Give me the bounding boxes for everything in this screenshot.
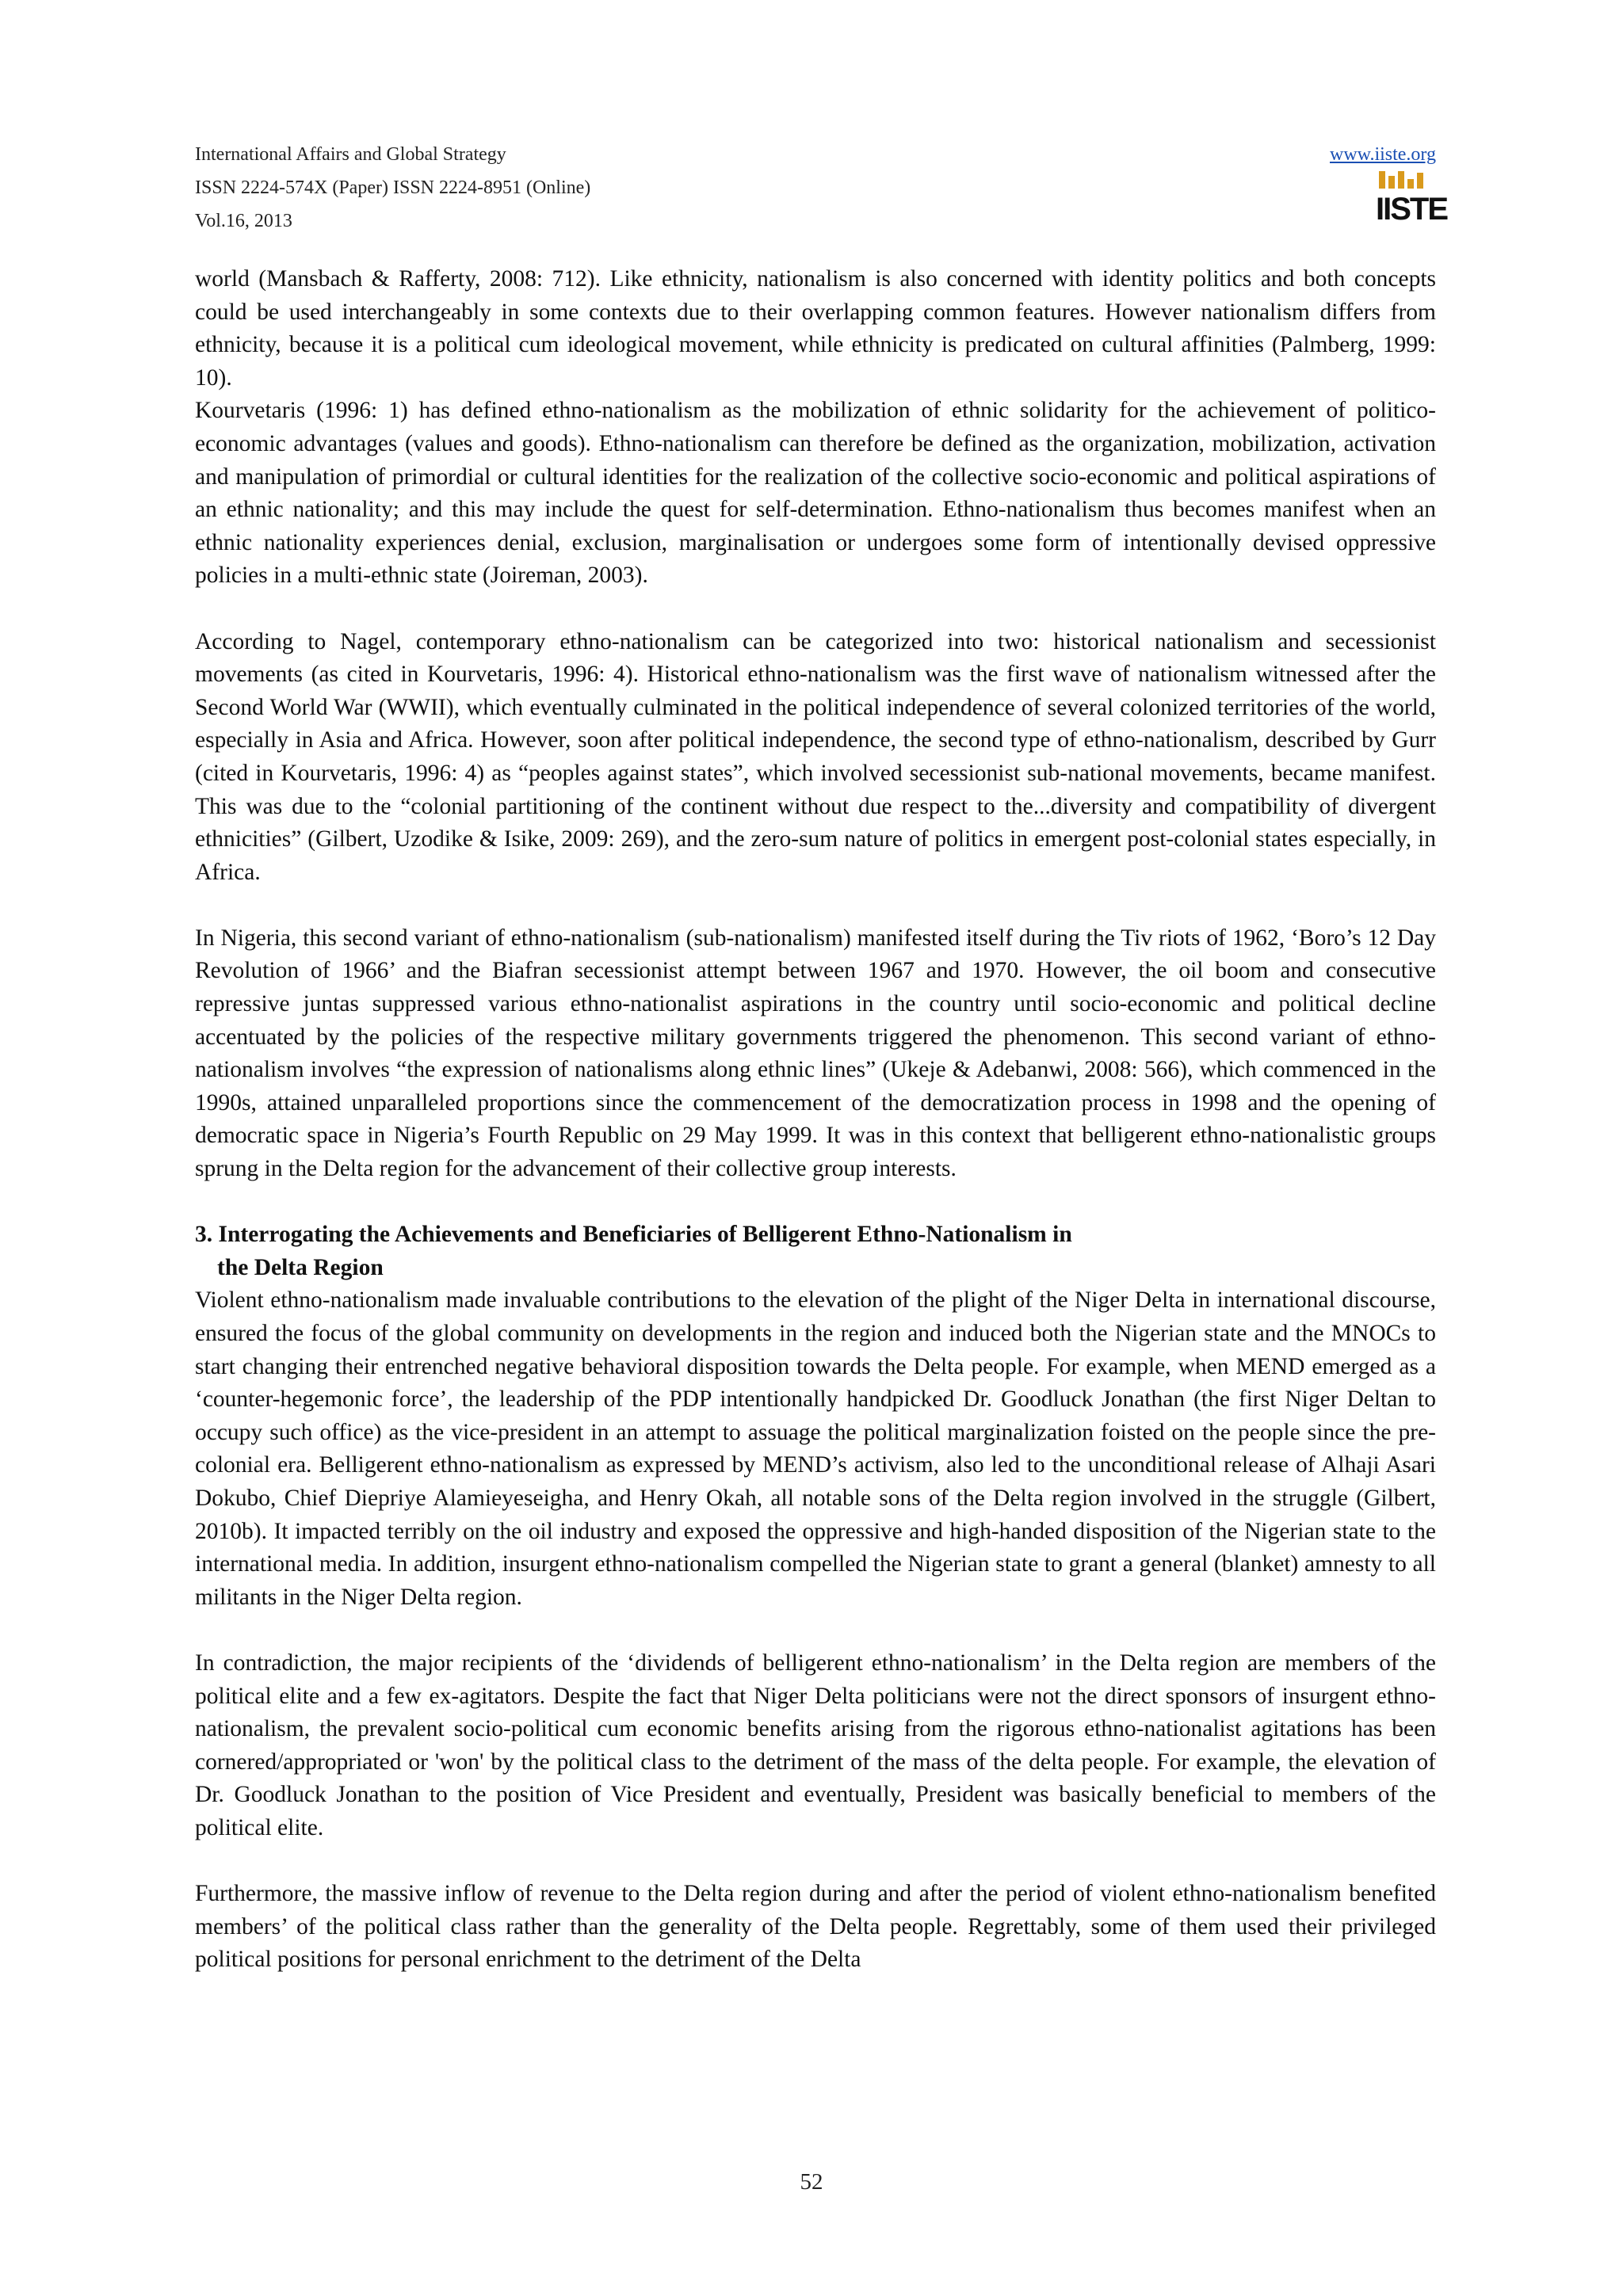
journal-title: International Affairs and Global Strategy — [195, 144, 506, 165]
journal-website-link[interactable]: www.iiste.org — [1330, 144, 1436, 165]
logo-text: IISTE — [1376, 192, 1448, 227]
journal-volume: Vol.16, 2013 — [195, 211, 292, 231]
section-heading-line1: 3. Interrogating the Achievements and Beneficiaries of Belligerent Ethno-Nationalism in — [195, 1222, 1072, 1248]
page-header — [195, 138, 1448, 241]
journal-issn: ISSN 2224-574X (Paper) ISSN 2224-8951 (Online) — [195, 177, 591, 198]
paragraph: According to Nagel, contemporary ethno-nationalism can be categorized into two: historical nationalism and secessionist movements (as cited in Kourvetaris, 1996: 4). Historical ethno-nationalism was the first wave of nationalism witnessed after the Second World War (WWII), which eventually culminated in the political independence of several colonized territories of the world, especially in Asia and Africa. However, soon after political independence, the second type of ethno-nationalism, described by Gurr (cited in Kourvetaris, 1996: 4) as “peoples against states”, which involved secessionist sub-national movements, became manifest. This was due to the “colonial partitioning of the continent without due respect to the...diversity and compatibility of divergent ethnicities” (Gilbert, Uzodike & Isike, 2009: 269), and the zero-sum nature of politics in emergent post-colonial states especially, in Africa. — [195, 628, 1436, 885]
paragraph: In Nigeria, this second variant of ethno-nationalism (sub-nationalism) manifested itself during the Tiv riots of 1962, ‘Boro’s 12 Day Revolution of 1966’ and the Biafran secessionist attempt between 1967 and 1970. However, the oil boom and consecutive repressive juntas suppressed various ethno-nationalist aspirations in the country until socio-economic and political decline accentuated by the policies of the respective military governments triggered the phenomenon. This second variant of ethno-nationalism involves “the expression of nationalisms along ethnic lines” (Ukeje & Adebanwi, 2008: 566), which commenced in the 1990s, attained unparalleled proportions since the commencement of the democratization process in 1998 and the opening of democratic space in Nigeria’s Fourth Republic on 29 May 1999. It was in this context that belligerent ethno-nationalistic groups sprung in the Delta region for the advancement of their collective group interests. — [195, 925, 1436, 1182]
paragraph: Violent ethno-nationalism made invaluable contributions to the elevation of the plight of the Niger Delta in international discourse, ensured the focus of the global community on developments in the region and induced both the Nigerian state and the MNOCs to start changing their entrenched negative behavioral disposition towards the Delta people. For example, when MEND emerged as a ‘counter-hegemonic force’, the leadership of the PDP intentionally handpicked Dr. Goodluck Jonathan (the first Niger Deltan to occupy such office) as the vice-president in an attempt to assuage the political marginalization foisted on the people since the pre-colonial era. Belligerent ethno-nationalism as expressed by MEND’s activism, also led to the unconditional release of Alhaji Asari Dokubo, Chief Diepriye Alamieyeseigha, and Henry Okah, all notable sons of the Delta region involved in the struggle (Gilbert, 2010b). It impacted terribly on the oil industry and exposed the oppressive and high-handed disposition of the Nigerian state to the international media. In addition, insurgent ethno-nationalism compelled the Nigerian state to grant a general (blanket) amnesty to all militants in the Niger Delta region. — [195, 1287, 1436, 1610]
paragraph: Kourvetaris (1996: 1) has defined ethno-nationalism as the mobilization of ethnic solidarity for the achievement of politico-economic advantages (values and goods). Ethno-nationalism can therefore be defined as the organization, mobilization, activation and manipulation of primordial or cultural identities for the realization of the collective socio-economic and political aspirations of an ethnic nationality; and this may include the quest for self-determination. Ethno-nationalism thus becomes manifest when an ethnic nationality experiences denial, exclusion, marginalisation or undergoes some form of intentionally devised oppressive policies in a multi-ethnic state (Joireman, 2003). — [195, 398, 1436, 589]
page-number: 52 — [800, 2169, 823, 2195]
journal-info — [195, 138, 590, 238]
iiste-logo-icon — [1376, 171, 1448, 230]
paragraph: In contradiction, the major recipients of the ‘dividends of belligerent ethno-nationalism’ in the Delta region are members of the political elite and a few ex-agitators. Despite the fact that Niger Delta politicians were not the direct sponsors of insurgent ethno-nationalism, the prevalent socio-political cum economic benefits arising from the rigorous ethno-nationalist agitations has been cornered/appropriated or 'won' by the political class to the detriment of the mass of the delta people. For example, the elevation of Dr. Goodluck Jonathan to the position of Vice President and eventually, President was basically beneficial to members of the political elite. — [195, 1650, 1436, 1840]
paragraph: Furthermore, the massive inflow of revenue to the Delta region during and after the period of violent ethno-nationalism benefited members’ of the political class rather than the generality of the Delta people. Regrettably, some of them used their privileged political positions for personal enrichment to the detriment of the Delta — [195, 1881, 1436, 1973]
section-heading — [195, 1219, 1436, 1284]
paragraph: world (Mansbach & Rafferty, 2008: 712). Like ethnicity, nationalism is also concerned with identity politics and both concepts could be used interchangeably in some contexts due to their overlapping common features. However nationalism differs from ethnicity, because it is a political cum ideological movement, while ethnicity is predicated on cultural affinities (Palmberg, 1999: 10). — [195, 266, 1436, 391]
article-body — [195, 263, 1436, 1977]
logo-bars — [1379, 171, 1426, 189]
section-heading-line2: the Delta Region — [217, 1254, 384, 1280]
